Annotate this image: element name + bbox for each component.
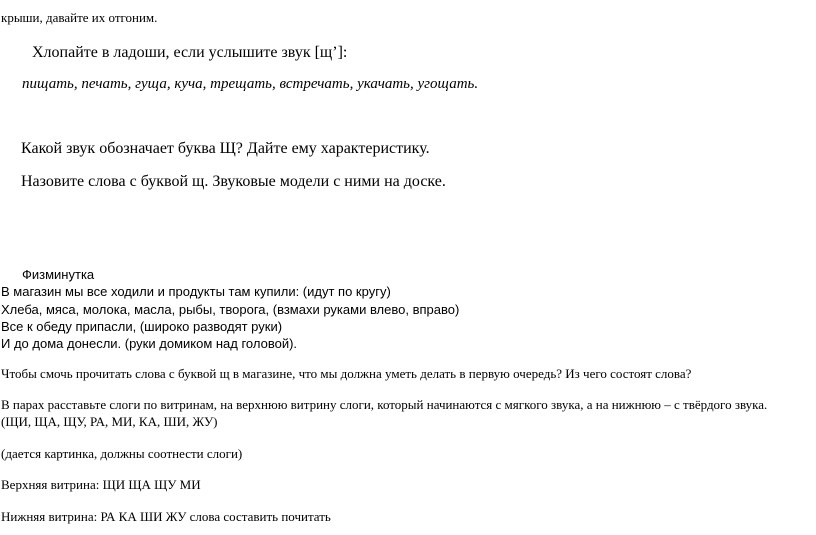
fizminutka-line: И до дома донесли. (руки домиком над головой).	[1, 336, 298, 351]
word-list: пищать, печать, гуща, куча, трещать, встречать, укачать, угощать.	[22, 76, 479, 92]
question-read: Чтобы смочь прочитать слова с буквой щ в магазине, что мы должна уметь делать в первую очередь? Из чего состоят слова?	[1, 366, 692, 381]
upper-showcase: Верхняя витрина: ЩИ ЩА ЩУ МИ	[1, 477, 201, 492]
lower-showcase: Нижняя витрина: РА КА ШИ ЖУ слова составить почитать	[1, 509, 331, 524]
fizminutka-line: Хлеба, мяса, молока, масла, рыбы, творога, (взмахи руками влево, вправо)	[1, 302, 460, 317]
clap-instruction: Хлопайте в ладоши, если услышите звук [щ’]:	[32, 44, 348, 61]
task-name-words: Назовите слова с буквой щ. Звуковые модели с ними на доске.	[21, 173, 446, 190]
task-pairs-line-1: В парах расставьте слоги по витринам, на верхнюю витрину слоги, который начинаются с мягкого звука, а на нижнюю – с твёрдого звука.	[1, 397, 768, 412]
question-sound: Какой звук обозначает буква Щ? Дайте ему характеристику.	[21, 140, 430, 157]
text-line-roof: крыши, давайте их отгоним.	[1, 10, 158, 25]
task-pairs-line-2: (ЩИ, ЩА, ЩУ, РА, МИ, КА, ШИ, ЖУ)	[1, 414, 218, 429]
fizminutka-line: В магазин мы все ходили и продукты там купили: (идут по кругу)	[1, 284, 391, 299]
fizminutka-line: Все к обеду припасли, (широко разводят руки)	[1, 319, 283, 334]
picture-note: (дается картинка, должны соотнести слоги)	[1, 446, 243, 461]
fizminutka-title: Физминутка	[22, 267, 95, 282]
